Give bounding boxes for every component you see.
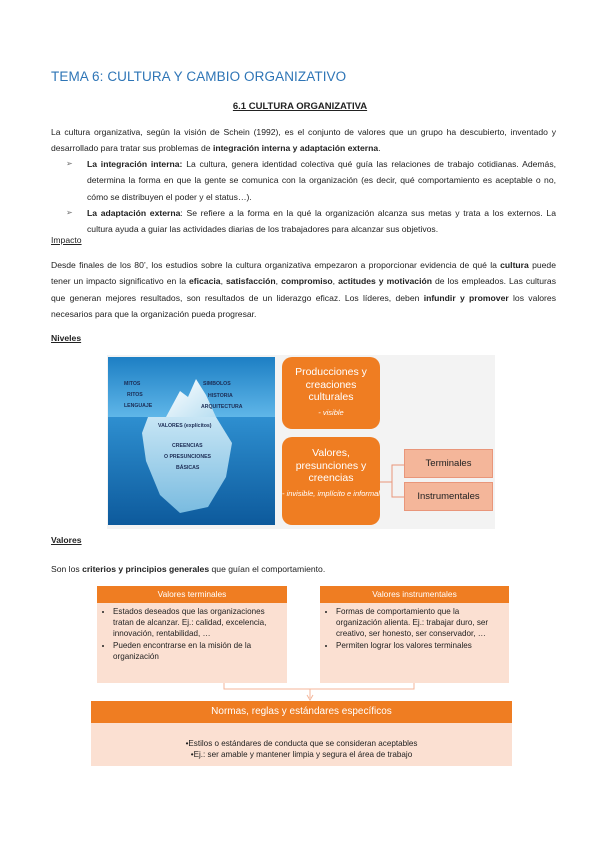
valores-presunciones-box [282, 437, 380, 525]
impacto-heading: Impacto [51, 235, 82, 245]
bullet-desc: : Se refiere a la forma en la qué la organización alcanza sus metas y trata a los externos. La cultura ayuda a guiar las actividades diarias de los trabajadores para alcanzar sus objetivos. [87, 207, 556, 235]
bullet-term: La adaptación externa [87, 207, 181, 218]
intro-paragraph [51, 124, 556, 157]
bullet-list [51, 156, 556, 237]
terminal-body [97, 603, 287, 683]
instrumental-body [320, 603, 509, 683]
impacto-text: , [275, 276, 282, 287]
label-lenguaje: LENGUAJE [124, 403, 153, 409]
valores-presunciones-subtitle: - invisible, implícito e informal [282, 488, 380, 498]
impacto-paragraph [51, 257, 556, 322]
bullet-desc: La cultura, genera identidad colectiva qué guía las relaciones de trabajo cotidianas. Además, determina la forma en que la gente se comunica con la organización (es decir, qué comportamiento es aceptable o no, cómo se distribuyen el poder y el status…). [87, 159, 557, 202]
impacto-text: los valores necesarios para que la organización pueda progresar. [51, 292, 556, 319]
niveles-diagram [107, 355, 495, 529]
terminales-box: Terminales [404, 449, 493, 478]
list-item [51, 156, 556, 205]
iceberg-image [108, 357, 275, 525]
impacto-bold: eficacia [189, 276, 221, 287]
label-arquitectura: ARQUITECTURA [201, 404, 243, 410]
valores-diagram [91, 584, 512, 768]
bullet-term: La integración interna: [87, 159, 183, 169]
producciones-box [282, 357, 380, 429]
impacto-bold: compromiso [281, 276, 333, 287]
connector-lines [91, 683, 512, 703]
list-item: •Ej.: ser amable y mantener limpia y segura el área de trabajo [190, 750, 413, 760]
impacto-text: , [332, 276, 339, 287]
impacto-bold: cultura [500, 260, 529, 270]
label-mitos: MITOS [124, 381, 141, 387]
instrumentales-box: Instrumentales [404, 482, 493, 511]
valores-intro-text: Son los [51, 564, 83, 574]
list-item: • Permiten lograr los valores terminales [336, 640, 505, 651]
section-heading: 6.1 CULTURA ORGANIZATIVA [232, 101, 368, 112]
arrow-bullet-icon: ➢ [66, 159, 73, 168]
impacto-text: puede tener un impacto significativo en la [51, 260, 556, 287]
producciones-subtitle: - visible [318, 407, 344, 417]
connector-lines [380, 455, 405, 505]
impacto-bold: infundir y promover [423, 292, 509, 303]
valores-intro-text: que guían el comportamiento. [209, 564, 326, 574]
terminal-header: Valores terminales [97, 586, 287, 603]
impacto-bold: satisfacción [225, 276, 276, 287]
list-item: •Estilos o estándares de conducta que se consideran aceptables [185, 739, 418, 748]
intro-text: La cultura organizativa, según la visión de Schein (1992), es el conjunto de valores que un grupo ha descubierto, inventado y desarrollado para tratar sus problemas de [51, 127, 556, 154]
list-item: • Pueden encontrarse en la misión de la organización [113, 640, 283, 662]
valores-presunciones-title: Valores, presunciones y creencias [295, 447, 367, 484]
label-simbolos: SIMBOLOS [203, 381, 231, 387]
label-ritos: RITOS [127, 392, 143, 398]
impacto-text: Desde finales de los 80’, los estudios sobre la cultura organizativa empezaron a proporcionar evidencia de qué la [51, 260, 501, 270]
intro-text-end: . [378, 143, 381, 154]
label-valores: VALORES (explícitos) [158, 423, 212, 429]
label-creencias: CREENCIAS [172, 443, 203, 449]
valores-heading: Valores [51, 535, 82, 545]
intro-bold: integración interna y adaptación externa [212, 143, 379, 154]
list-item [51, 205, 556, 238]
label-historia: HISTORIA [208, 393, 233, 399]
instrumental-header: Valores instrumentales [320, 586, 509, 603]
niveles-heading: Niveles [51, 333, 82, 343]
label-basicas: BÁSICAS [176, 465, 200, 471]
impacto-bold: actitudes y motivación [338, 276, 432, 287]
impacto-text: , [220, 276, 226, 287]
normas-header: Normas, reglas y estándares específicos [91, 701, 512, 723]
valores-intro-bold: criterios y principios generales [82, 564, 210, 574]
impacto-text: de los empleados. Las culturas que generan mejores resultados, son resultados de un liderazgo eficaz. Los líderes, deben [51, 276, 556, 303]
list-item: • Estados deseados que las organizaciones tratan de alcanzar. Ej.: calidad, excelencia, innovación, rentabilidad, … [113, 606, 283, 640]
label-presunciones: O PRESUNCIONES [164, 454, 211, 460]
valores-intro [51, 561, 556, 577]
normas-body [91, 723, 512, 766]
bullet-text [87, 205, 556, 238]
page-title: TEMA 6: CULTURA Y CAMBIO ORGANIZATIVO [51, 69, 347, 84]
bullet-text [87, 156, 556, 205]
list-item: • Formas de comportamiento que la organización alienta. Ej.: trabajar duro, ser creativo, ser honesto, ser conservador, … [336, 606, 505, 640]
arrow-bullet-icon: ➢ [66, 207, 73, 217]
producciones-title: Producciones y creaciones culturales [295, 366, 367, 403]
